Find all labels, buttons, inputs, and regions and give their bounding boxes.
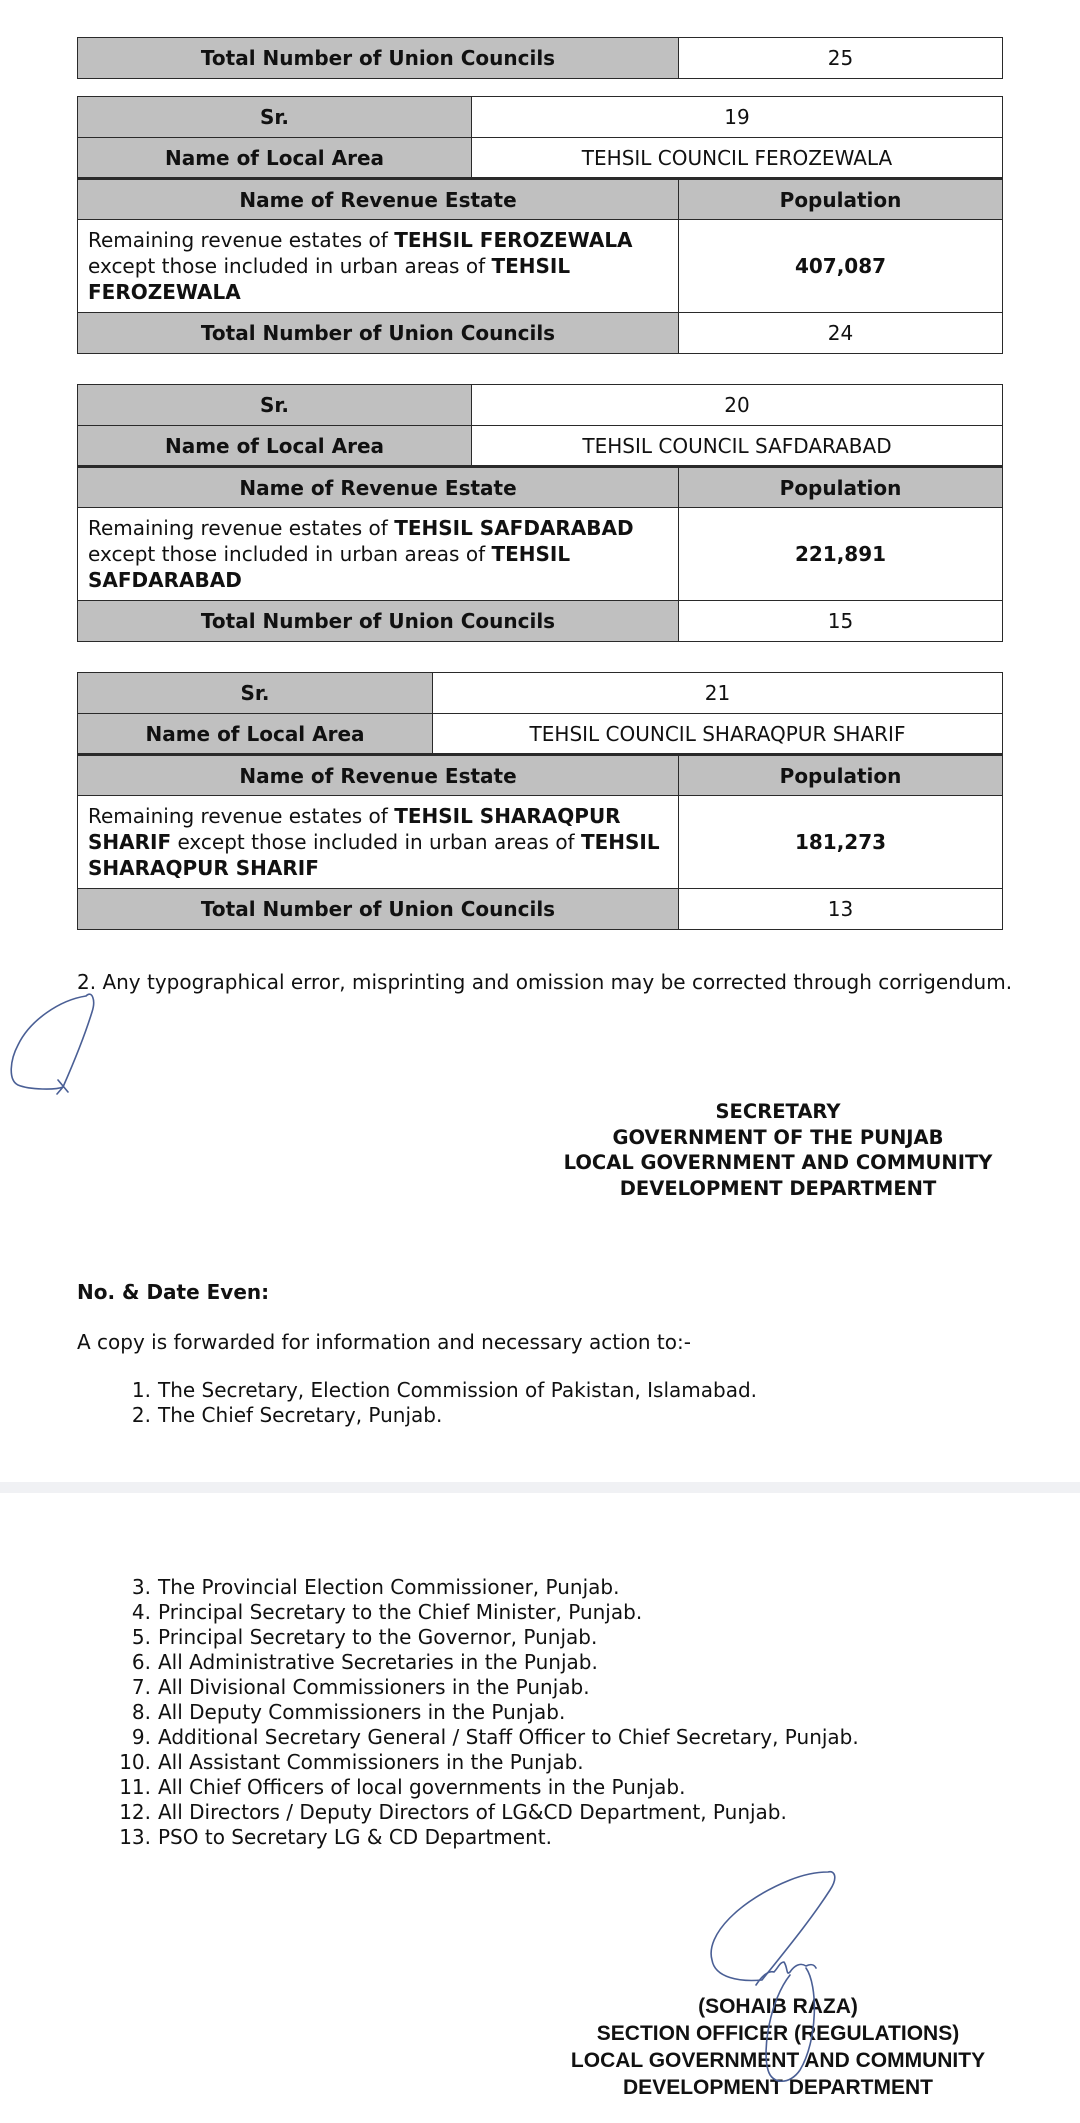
item-number: 6.	[131, 1650, 151, 1674]
item-text: Principal Secretary to the Chief Minister, Punjab.	[158, 1600, 643, 1624]
item-text: The Secretary, Election Commission of Pakistan, Islamabad.	[158, 1378, 758, 1402]
estate-tehsil-name: TEHSIL SAFDARABAD	[88, 542, 571, 592]
distribution-list-page2	[77, 1575, 859, 1850]
local-area-label: Name of Local Area	[78, 138, 472, 179]
item-text: PSO to Secretary LG & CD Department.	[158, 1825, 552, 1849]
total-union-councils-label: Total Number of Union Councils	[78, 38, 679, 79]
distribution-item	[77, 1725, 859, 1750]
population-value: 181,273	[679, 796, 1003, 889]
distribution-item	[77, 1675, 859, 1700]
item-text: Principal Secretary to the Governor, Punjab.	[158, 1625, 598, 1649]
total-union-councils-value: 15	[679, 601, 1003, 642]
revenue-estate-header: Name of Revenue Estate	[78, 179, 679, 220]
distribution-item	[77, 1800, 859, 1825]
estate-text: Remaining revenue estates of	[88, 804, 395, 828]
item-number: 7.	[131, 1675, 151, 1699]
total-union-councils-label: Total Number of Union Councils	[78, 313, 679, 354]
item-number: 11.	[119, 1775, 151, 1799]
reference-number-date: No. & Date Even:	[77, 1280, 270, 1304]
item-text: All Deputy Commissioners in the Punjab.	[158, 1700, 566, 1724]
estate-tehsil-name: TEHSIL FEROZEWALA	[88, 254, 571, 304]
sr-label: Sr.	[78, 385, 472, 426]
estate-tehsil-name: TEHSIL SHARAQPUR SHARIF	[88, 804, 621, 854]
distribution-item	[77, 1750, 859, 1775]
local-area-value: TEHSIL COUNCIL SAFDARABAD	[472, 426, 1003, 467]
item-number: 2.	[131, 1403, 151, 1427]
local-area-value: TEHSIL COUNCIL FEROZEWALA	[472, 138, 1003, 179]
population-header: Population	[679, 467, 1003, 508]
local-area-label: Name of Local Area	[78, 426, 472, 467]
distribution-item	[77, 1378, 757, 1403]
distribution-item	[77, 1403, 757, 1428]
page-break-gap	[0, 1482, 1080, 1493]
distribution-list-page1	[77, 1378, 757, 1428]
signatory-department-line1: LOCAL GOVERNMENT AND COMMUNITY	[563, 1151, 993, 1174]
distribution-item	[77, 1625, 859, 1650]
local-area-table-21	[77, 672, 1003, 930]
sr-label: Sr.	[78, 673, 433, 714]
distribution-item	[77, 1650, 859, 1675]
item-number: 8.	[131, 1700, 151, 1724]
signatory-department-line2: DEVELOPMENT DEPARTMENT	[619, 1176, 937, 1200]
revenue-estate-header: Name of Revenue Estate	[78, 467, 679, 508]
estate-tehsil-name: TEHSIL SHARAQPUR SHARIF	[88, 830, 660, 880]
total-union-councils-value: 13	[679, 889, 1003, 930]
total-union-councils-value: 25	[679, 38, 1003, 79]
population-header: Population	[679, 755, 1003, 796]
distribution-item	[77, 1825, 859, 1850]
item-number: 13.	[119, 1825, 151, 1849]
signatory-title: SECRETARY	[715, 1100, 841, 1123]
local-area-label: Name of Local Area	[78, 714, 433, 755]
item-number: 5.	[131, 1625, 151, 1649]
item-number: 9.	[131, 1725, 151, 1749]
signature-sohaib-raza-icon	[711, 1872, 835, 1981]
total-union-councils-label: Total Number of Union Councils	[78, 601, 679, 642]
item-text: The Chief Secretary, Punjab.	[158, 1403, 443, 1427]
population-value: 407,087	[679, 220, 1003, 313]
signature-initial-icon	[11, 994, 93, 1094]
item-number: 12.	[119, 1800, 151, 1824]
item-text: All Directors / Deputy Directors of LG&CD Department, Punjab.	[158, 1800, 787, 1824]
estate-tehsil-name: TEHSIL SAFDARABAD	[394, 516, 634, 540]
item-number: 4.	[131, 1600, 151, 1624]
distribution-item	[77, 1600, 859, 1625]
item-text: All Administrative Secretaries in the Punjab.	[158, 1650, 598, 1674]
item-text: All Assistant Commissioners in the Punjab.	[158, 1750, 584, 1774]
revenue-estate-description	[78, 508, 679, 601]
signatory-name: (SOHAIB RAZA)	[698, 1995, 858, 2018]
item-text: All Chief Officers of local governments in the Punjab.	[158, 1775, 686, 1799]
item-number: 10.	[119, 1750, 151, 1774]
sr-value: 21	[433, 673, 1003, 714]
distribution-item	[77, 1775, 859, 1800]
total-union-councils-value: 24	[679, 313, 1003, 354]
signatory-government: GOVERNMENT OF THE PUNJAB	[612, 1125, 944, 1149]
revenue-estate-description	[78, 796, 679, 889]
item-number: 1.	[131, 1378, 151, 1402]
signatory-designation: SECTION OFFICER (REGULATIONS)	[596, 2022, 960, 2045]
estate-tehsil-name: TEHSIL FEROZEWALA	[394, 228, 633, 252]
revenue-estate-header: Name of Revenue Estate	[78, 755, 679, 796]
item-text: The Provincial Election Commissioner, Punjab.	[158, 1575, 620, 1599]
estate-text: Remaining revenue estates of	[88, 516, 395, 540]
estate-text: except those included in urban areas of	[88, 542, 492, 566]
item-text: All Divisional Commissioners in the Punjab.	[158, 1675, 590, 1699]
section-officer-signature-block	[530, 1993, 1026, 2101]
signatory-department-line1: LOCAL GOVERNMENT AND COMMUNITY	[570, 2049, 986, 2072]
sr-value: 20	[472, 385, 1003, 426]
estate-text: except those included in urban areas of	[171, 830, 581, 854]
population-header: Population	[679, 179, 1003, 220]
item-number: 3.	[131, 1575, 151, 1599]
local-area-table-19	[77, 96, 1003, 354]
sr-label: Sr.	[78, 97, 472, 138]
union-councils-total-table-prev	[77, 37, 1003, 79]
corrigendum-note: 2. Any typographical error, misprinting and omission may be corrected through corrigendum.	[77, 970, 1013, 994]
total-union-councils-label: Total Number of Union Councils	[78, 889, 679, 930]
secretary-signature-block	[530, 1099, 1026, 1201]
estate-text: except those included in urban areas of	[88, 254, 492, 278]
distribution-item	[77, 1575, 859, 1600]
local-area-table-20	[77, 384, 1003, 642]
sr-value: 19	[472, 97, 1003, 138]
estate-text: Remaining revenue estates of	[88, 228, 395, 252]
copy-forwarded-line: A copy is forwarded for information and necessary action to:-	[77, 1330, 691, 1354]
local-area-value: TEHSIL COUNCIL SHARAQPUR SHARIF	[433, 714, 1003, 755]
distribution-item	[77, 1700, 859, 1725]
population-value: 221,891	[679, 508, 1003, 601]
signatory-department-line2: DEVELOPMENT DEPARTMENT	[623, 2076, 933, 2099]
revenue-estate-description	[78, 220, 679, 313]
item-text: Additional Secretary General / Staff Officer to Chief Secretary, Punjab.	[158, 1725, 859, 1749]
